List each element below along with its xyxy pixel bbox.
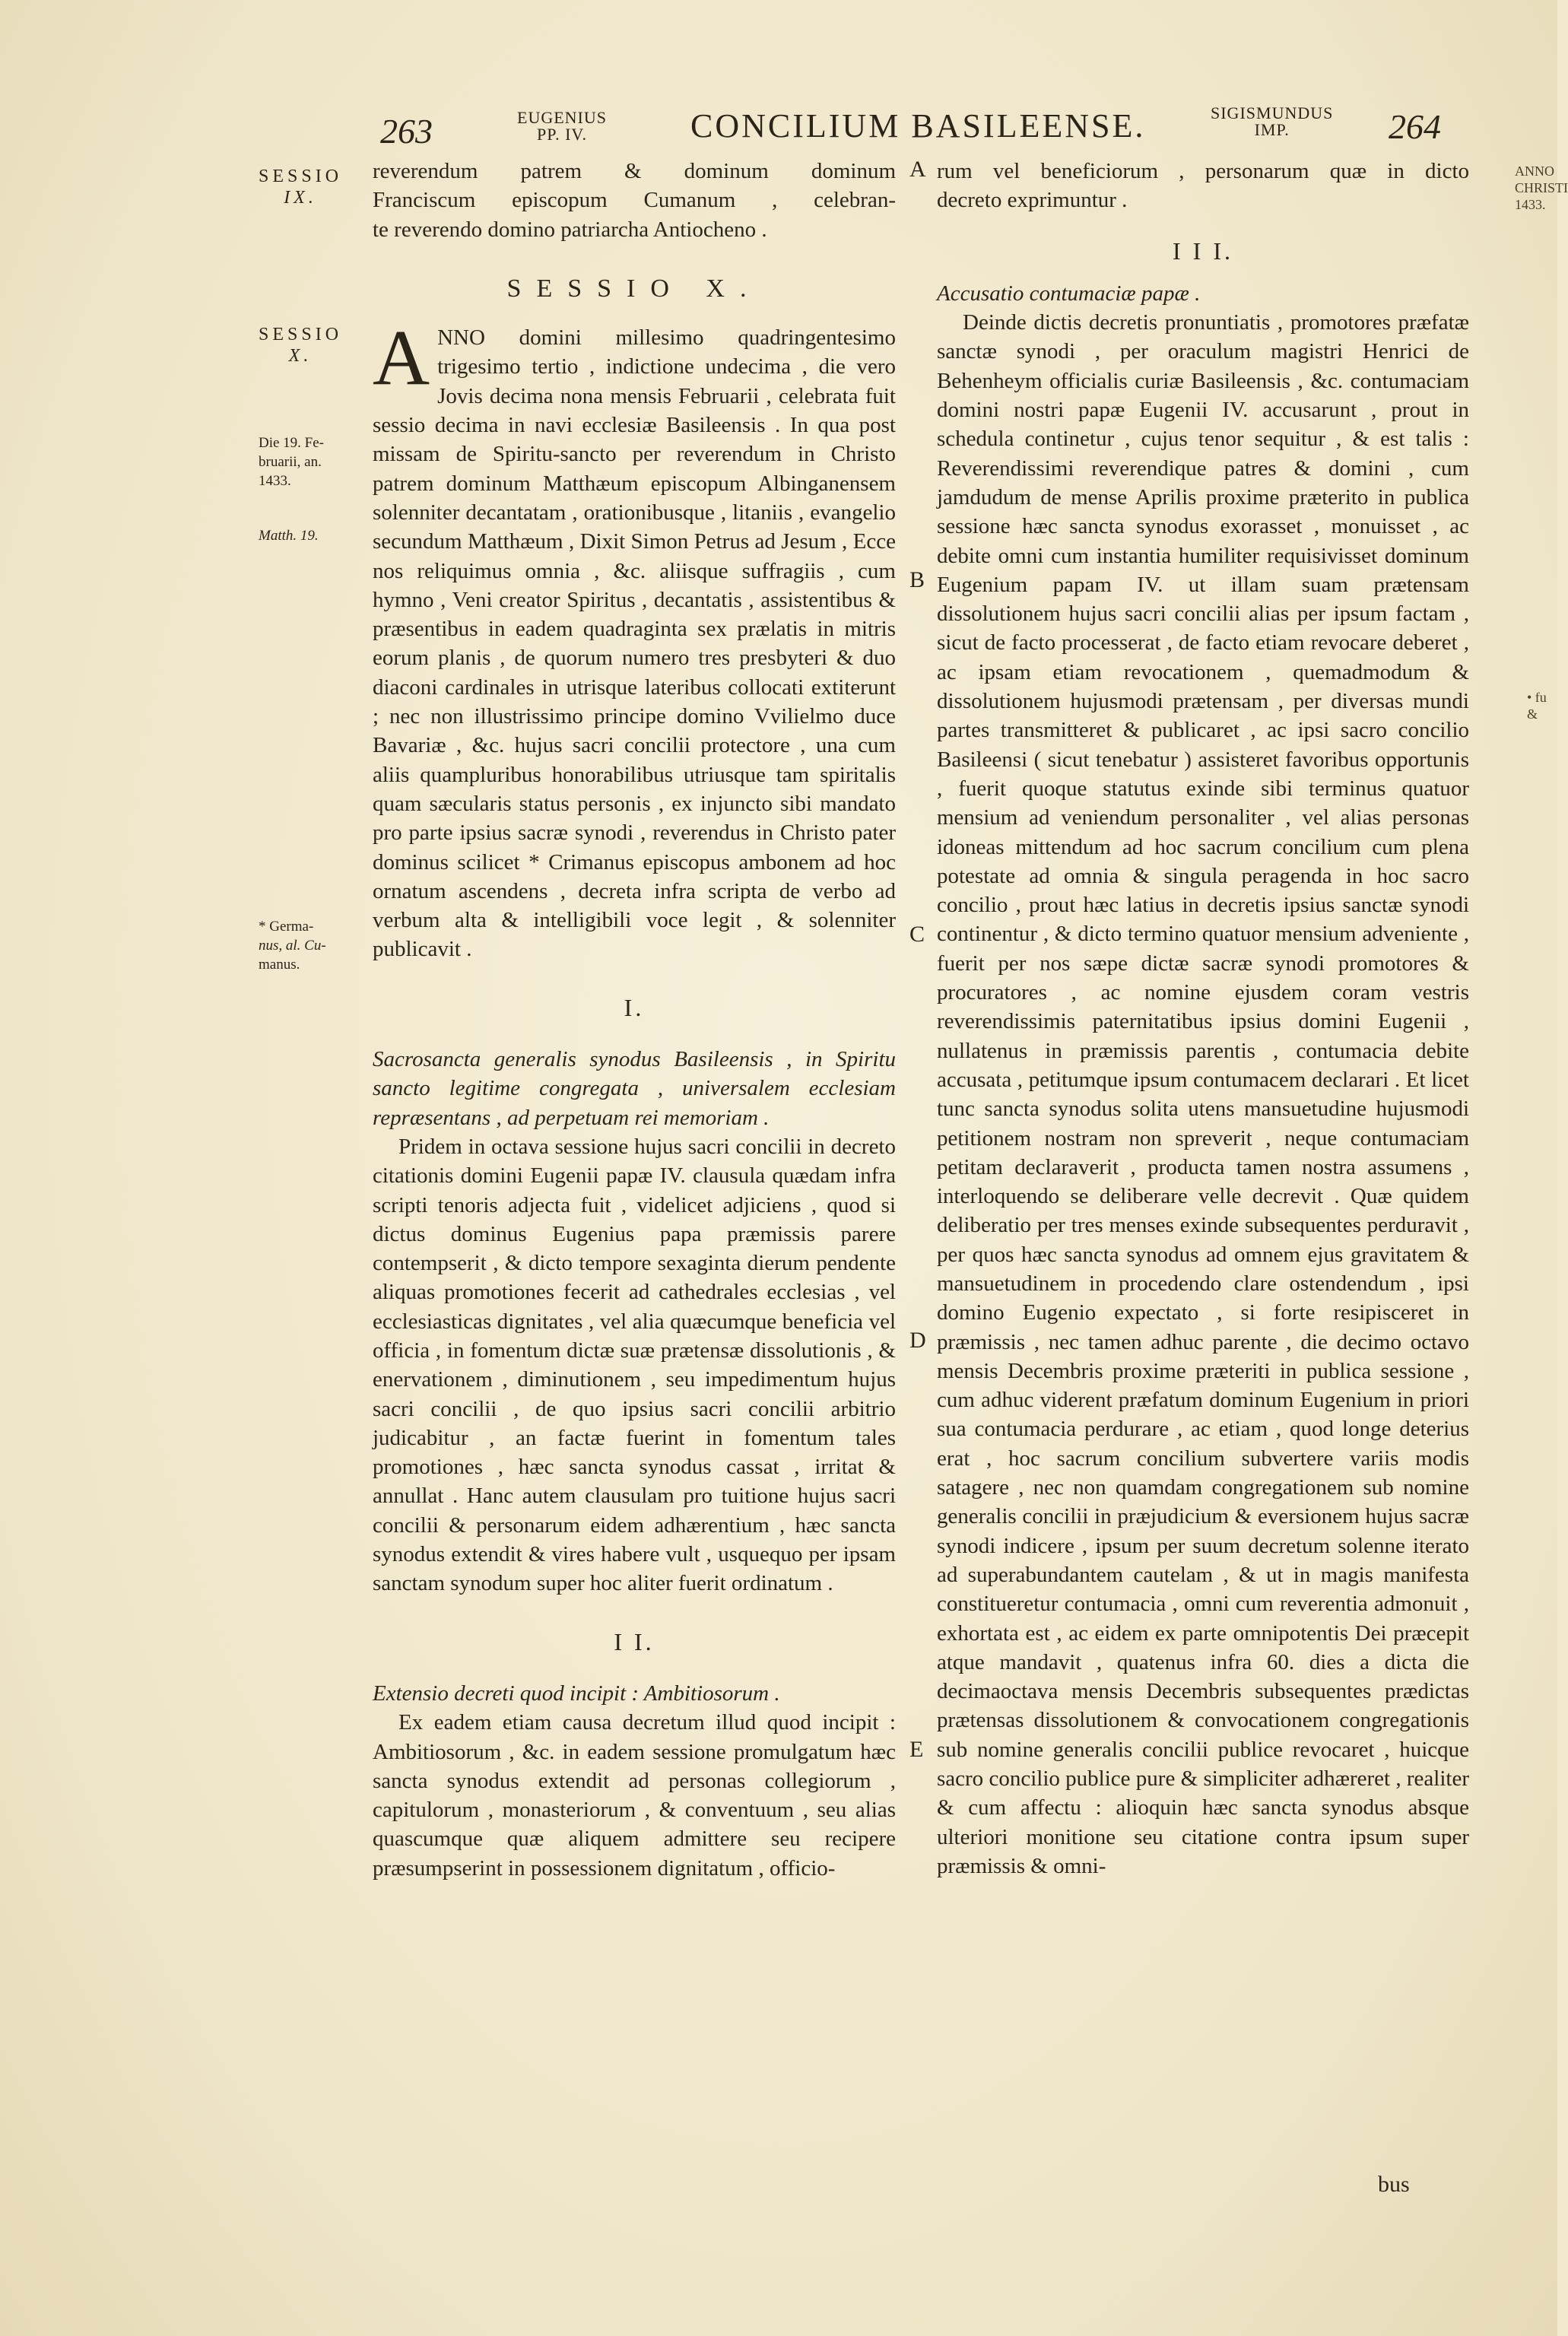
right-running-head: [1211, 105, 1333, 138]
section-ii-paragraph: Ex eadem etiam causa decretum illud quod incipit : Ambitiosorum , &c. in eadem sessione promulgatum hæc sancta synodus extendit ad personas collegiorum , capitulorum , monasteriorum , & conventuum , seu alias quascumque quæ aliquem admittere seu recipere præsumpserint in possessionem dignitatum , officio-: [373, 1710, 896, 1881]
sessio-heading: SESSIO X.: [506, 274, 762, 303]
section-i-heading: I.: [624, 993, 645, 1021]
page-title: CONCILIUM BASILEENSE.: [690, 107, 1146, 144]
left-page-number: 263: [380, 112, 433, 151]
left-running-head: [517, 110, 607, 143]
edge-middle-line-1: • fu: [1527, 690, 1547, 705]
margin-germanus-line-3: manus.: [259, 957, 300, 973]
edge-top-line-2: CHRISTI: [1515, 180, 1568, 195]
margin-sessio-ix-number: IX.: [284, 188, 317, 208]
section-iii-rubric: Accusatio contumaciæ papæ .: [937, 281, 1201, 306]
margin-sessio-ix: [259, 166, 342, 208]
margin-germanus-line-2: nus, al. Cu-: [259, 938, 326, 954]
section-iii-paragraph: Deinde dictis decretis pronuntiatis , promotores præfatæ sanctæ synodi , per oraculum magistri Henrici de Behenheym officialis curiæ Basileensis , &c. contumaciam domini nostri papæ Eugenii IV. accusarunt , prout in schedula continetur , cujus tenor sequitur , & est talis : Reverendissimi reverendique patres & domini , cum jamdudum de mense Aprilis proxime præterito in publica sessione hæc sancta synodus exorasset , monuisset , ac debite omni cum instantia humiliter requisivisset dominum Eugenium papam IV. ut illam suam prætensam dissolutionem hujus sacri concilii alias per ipsum factam , sicut de facto processerat , de facto etiam revocare deberet , ac ipsam etiam revocationem , quemadmodum & dissolutionem hujusmodi prætensam , per diversas mundi partes transmitteret & publicaret , ac ipsi sacro concilio Basileensi ( sicut tenebatur ) assisteret favoribus opportunis , fuerit quoque statutus exinde sibi terminus quatuor mensium ad veniendum personaliter , vel alias personas idoneas mittendum ad hoc sacrum concilium cum plena potestate ad omnia & singula peragenda in hoc sacro concilio , prout hæc latius in decretis ipsius sanctæ synodi continentur , & dicto termino quatuor mensium adveniente , fuerit per nos sæpe dictæ sacræ synodi promotores & procuratores , ac nomine ejusdem coram vestris reverendissimis paternitatibus ipsius domini Eugenii , nullatenus in præmissis parentis , contumacia debite accusata , petitumque ipsum contumacem declarari . Et licet tunc sancta synodus solita utens mansuetudine hujusmodi petitionem nostram non spreverit , neque contumaciam petitam declaraverit , producta tamen nostra assumens , interloquendo se deliberare velle decrevit . Quæ quidem deliberatio per tres menses exinde subsequentes perduravit , per quos hæc sancta synodus ad omnem ejus gravitatem & mansuetudinem in procedendo clare ostendendum , ipsi domino Eugenio expectato , si forte resipisceret in præmissis , nec tamen adhuc parente , die decimo octavo mensis Decembris proxime præteriti in publica sessione , cum adhuc viderent præfatum dominum Eugenium in priori sua contumacia perdurare , ac etiam , quod longe deterius erat , hoc sacrum concilium subvertere variis modis satagere , nec non quamdam congregationem sub nomine generalis concilii in præjudicium & eversionem hujus sacræ synodi indicere , ipsum per suum decretum solenne iterato ad superabundantem cautelam , & ut in magis manifesta constitueretur contumacia , omni cum reverentia admonuit , exhortata est , ac eidem ex parte omnipotentis Dei præcepit atque mandavit , quatenus infra 60. dies a dicta die decimaoctava mensis Decembris subsequentes prædictas prætensas dissolutionem & convocationem congregationis sub nomine generalis concilii publice revocaret , huicque sacro concilio publice pure & simpliciter adhæreret , realiter & cum affectu : alioquin hæc sancta synodus absque ulteriori monitione seu citatione contra ipsum super præmissis & omni-: [937, 310, 1469, 1878]
column-letter-b: B: [909, 567, 925, 592]
margin-germanus-line-1: * Germa-: [259, 919, 314, 935]
section-ii-heading: I I.: [614, 1627, 655, 1655]
column-letter-d: D: [909, 1328, 926, 1353]
column-letter-a: A: [909, 157, 926, 182]
margin-germanus-note: [259, 917, 326, 974]
catchword: bus: [1378, 2172, 1410, 2197]
edge-fragment-middle: [1527, 689, 1557, 722]
section-i-rubric: Sacrosancta generalis synodus Basileensis , in Spiritu sancto legitime congregata , universalem ecclesiam repræsentans , ad perpetuam rei memoriam .: [373, 1047, 896, 1130]
margin-sessio-x-word: SESSIO: [259, 325, 343, 344]
section-i-paragraph: Pridem in octava sessione hujus sacri concilii in decreto citationis domini Eugenii papæ IV. clausula quædam infra scripti tenoris adjecta fuit , videlicet adjiciens , quod si dictus dominus Eugenius papa præmissis parere contempserit , & dicto tempore sexaginta dierum pendente aliquas promotiones fecerit ad cathedrales ecclesias , vel ecclesiasticas dignitates , vel alia quæcumque beneficia vel officia , in fomentum dictæ suæ prætensæ dissolutionis , & enervationem , diminutionem , seu impedimentum hujus sacri concilii , de quo ipsius sacri concilii arbitrio judicabitur , an factæ fuerint in fomentum tales promotiones , hæc sancta synodus cassat , irritat & annullat . Hanc autem clausulam pro tuitione hujus sacri concilii & personarum eidem adhærentium , hæc sancta synodus extendit & vires habere vult , usquequo per ipsam sanctam synodum super hoc aliter fuerit ordinatum .: [373, 1134, 896, 1596]
left-column: [373, 157, 896, 1883]
margin-date-line-3: 1433.: [259, 473, 291, 489]
margin-date-note: [259, 433, 324, 490]
right-column: [937, 157, 1469, 1881]
edge-fragment-top: [1515, 163, 1568, 213]
right-page-number: 264: [1389, 107, 1441, 146]
margin-sessio-x-number: X.: [288, 346, 313, 366]
column-letter-c: C: [909, 922, 925, 947]
edge-top-line-3: 1433.: [1515, 197, 1546, 212]
left-runner-line-2: PP. IV.: [537, 125, 587, 144]
right-runner-line-1: SIGISMUNDUS: [1211, 103, 1334, 122]
right-intro-line-2: decreto exprimuntur .: [937, 188, 1128, 213]
right-intro-line-1: rum vel beneficiorum , personarum quæ in dicto: [937, 159, 1469, 183]
anno-paragraph: [373, 314, 896, 964]
margin-date-line-2: bruarii, an.: [259, 454, 322, 470]
section-iii-heading: I I I.: [1173, 236, 1233, 265]
drop-cap: A: [373, 314, 430, 402]
section-ii-rubric: Extensio decreti quod incipit : Ambitiosorum .: [373, 1681, 780, 1706]
intro-line-1: reverendum patrem & dominum dominum: [373, 159, 896, 183]
margin-date-line-1: Die 19. Fe-: [259, 435, 325, 451]
left-runner-line-1: EUGENIUS: [517, 108, 607, 127]
edge-middle-line-2: &: [1527, 706, 1538, 722]
column-letter-e: E: [909, 1737, 924, 1762]
margin-sessio-ix-word: SESSIO: [259, 167, 343, 186]
anno-paragraph-text: NNO domini millesimo quadringentesimo trigesimo tertio , indictione undecima , die vero Jovis decima nona mensis Februarii , celebrata fuit sessio decima in navi ecclesiæ Basileensis . In qua post missam de Spiritu-sancto per reverendum in Christo patrem dominum Matthæum episcopum Albinganensem solenniter decantatam , orationibusque , litaniis , evangelio secundum Matthæum , Dixit Simon Petrus ad Jesum , Ecce nos reliquimus omnia , &c. aliisque suffragiis , cum hymno , Veni creator Spiritus , decantatis , assistentibus & præsentibus in eadem quadraginta sex prælatis in mitris eorum planis , de quorum numero tres presbyteri & duo diaconi cardinales in utrisque lateribus collocati extiterunt ; nec non illustrissimo principe domino Vvilielmo duce Bavariæ , &c. hujus sacri concilii protectore , una cum aliis quampluribus honorabilibus utriusque tam spiritalis quam sæcularis status personis , ex injuncto sibi mandato pro parte ipsius sacræ synodi , reverendus in Christo pater dominus scilicet * Crimanus episcopus ambonem ad hoc ornatum ascendens , decreta infra scripta de verbo ad verbum alta & intelligibili voce legit , & solenniter publicavit .: [373, 325, 896, 962]
intro-line-3: te reverendo domino patriarcha Antiocheno .: [373, 217, 767, 242]
margin-matthew-note: Matth. 19.: [259, 528, 319, 544]
margin-sessio-x: [259, 324, 342, 367]
intro-line-2: Franciscum episcopum Cumanum , celebran-: [373, 188, 896, 213]
edge-top-line-1: ANNO: [1515, 163, 1554, 179]
right-runner-line-2: IMP.: [1254, 120, 1290, 139]
